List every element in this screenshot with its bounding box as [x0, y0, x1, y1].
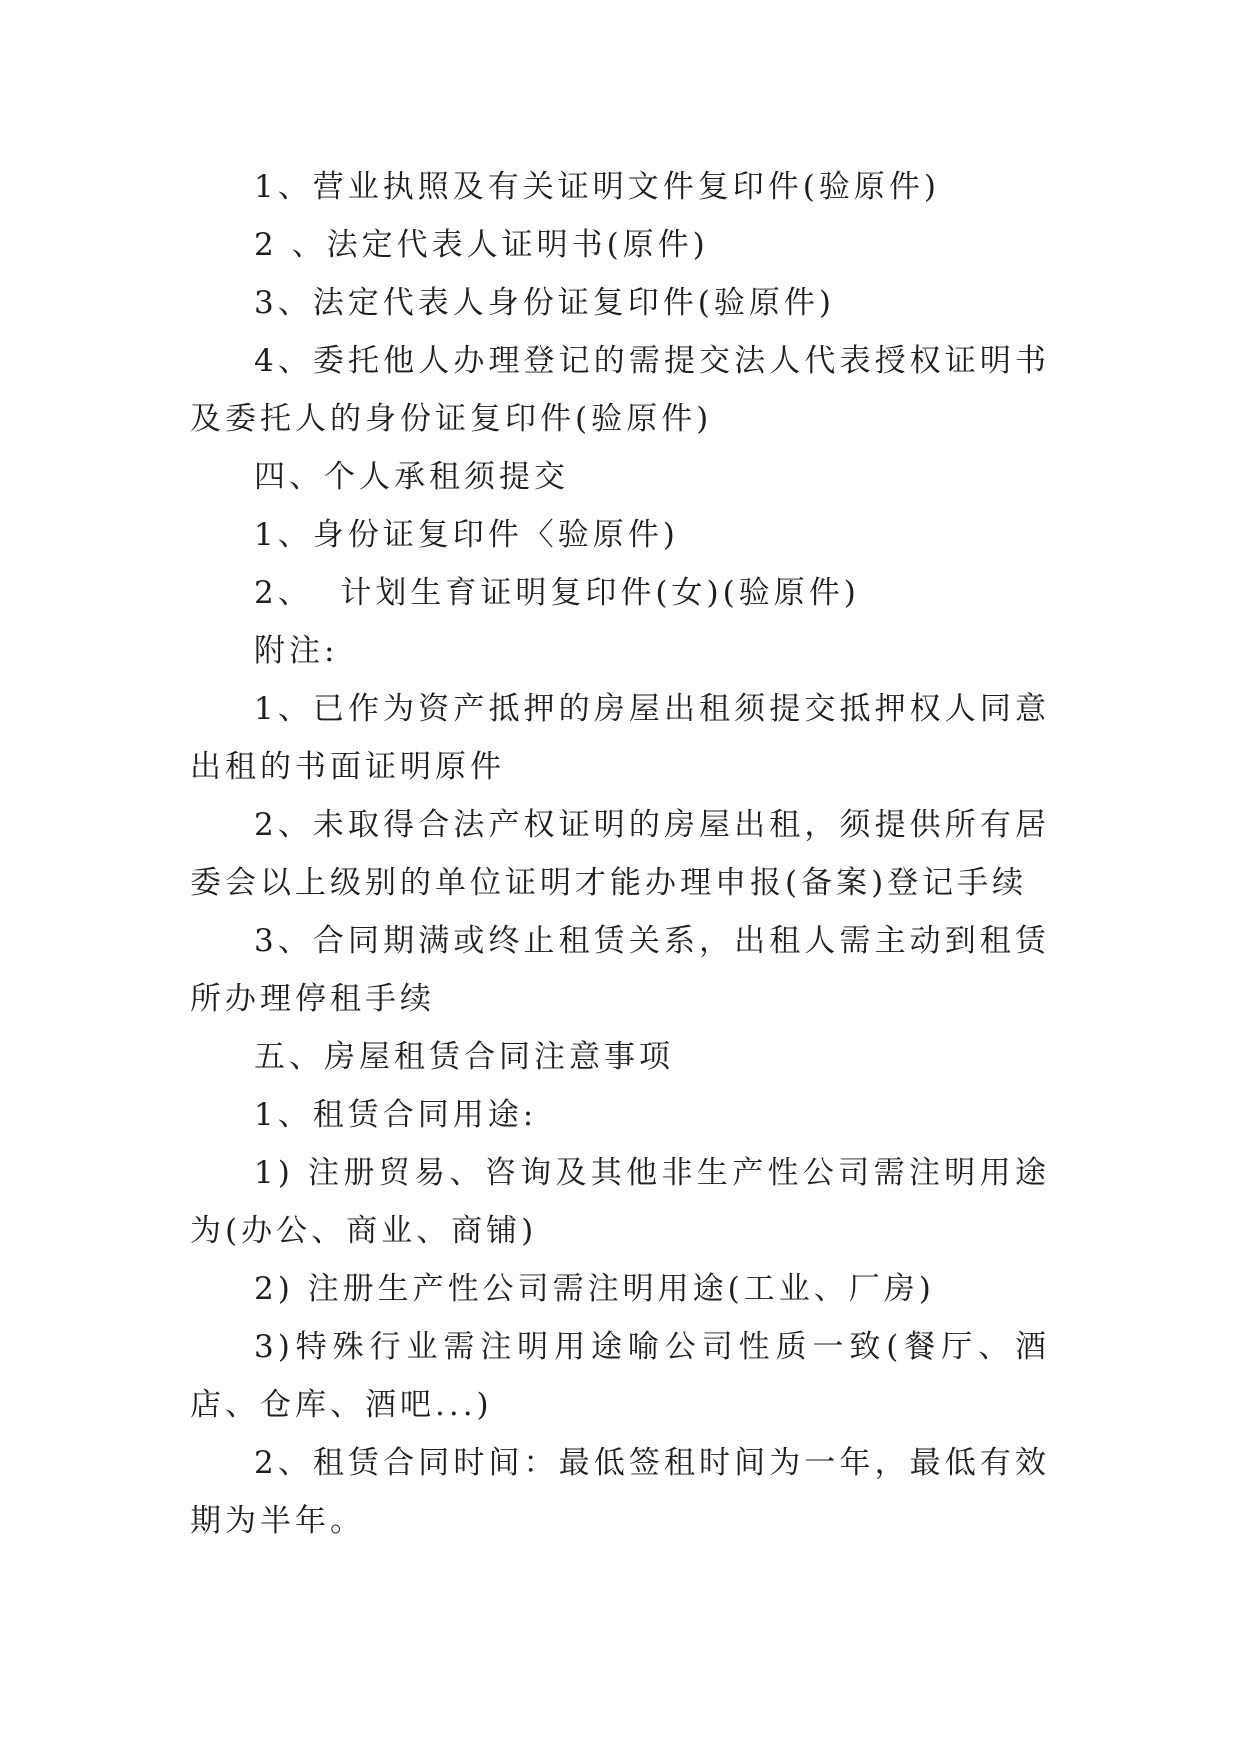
paragraph: 2) 注册生产性公司需注明用途(工业、厂房) — [254, 1271, 935, 1307]
paragraph: 4、委托他人办理登记的需提交法人代表授权证明书及委托人的身份证复印件(验原件) — [190, 343, 1050, 437]
section-heading: 四、个人承租须提交 — [254, 459, 569, 495]
paragraph: 3、合同期满或终止租赁关系，出租人需主动到租赁所办理停租手续 — [190, 923, 1050, 1017]
paragraph: 3)特殊行业需注明用途喻公司性质一致(餐厅、酒店、仓库、酒吧...) — [190, 1329, 1050, 1423]
paragraph: 2、 计划生育证明复印件(女)(验原件) — [254, 575, 860, 611]
section-heading: 五、房屋租赁合同注意事项 — [254, 1039, 674, 1075]
paragraph: 3、法定代表人身份证复印件(验原件) — [254, 285, 835, 321]
paragraph: 1、租赁合同用途: — [254, 1097, 538, 1133]
paragraph: 1、已作为资产抵押的房屋出租须提交抵押权人同意出租的书面证明原件 — [190, 691, 1050, 785]
paragraph: 1、身份证复印件〈验原件) — [254, 517, 679, 553]
paragraph: 2、未取得合法产权证明的房屋出租，须提供所有居委会以上级别的单位证明才能办理申报(备案)登记手续 — [190, 807, 1050, 901]
document-body — [190, 158, 1050, 1550]
paragraph: 2、租赁合同时间：最低签租时间为一年，最低有效期为半年。 — [190, 1445, 1050, 1539]
paragraph: 1) 注册贸易、咨询及其他非生产性公司需注明用途为(办公、商业、商铺) — [190, 1155, 1050, 1249]
paragraph: 1、营业执照及有关证明文件复印件(验原件) — [254, 169, 940, 205]
notes-heading: 附注: — [254, 633, 339, 669]
paragraph: 2 、法定代表人证明书(原件) — [254, 227, 709, 263]
